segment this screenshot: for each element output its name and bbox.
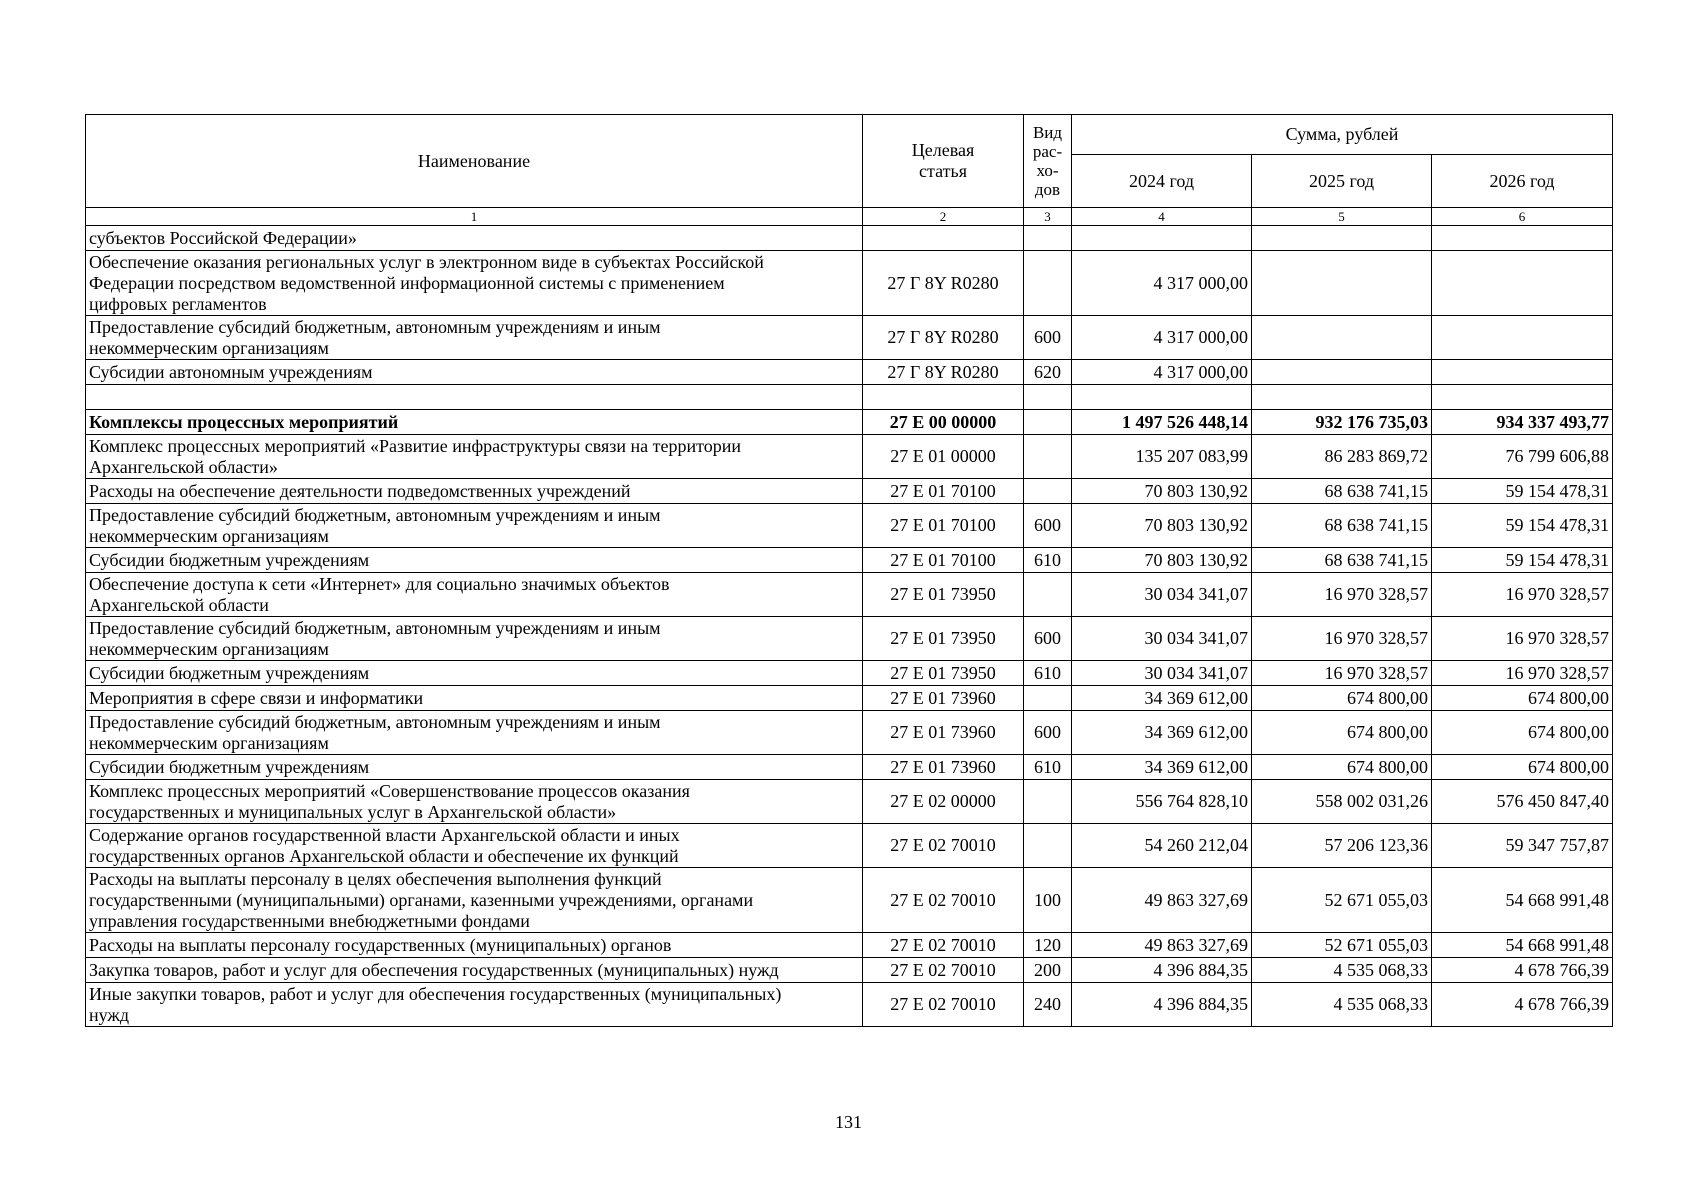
table-row [86,780,1613,824]
amount-2024: 556 764 828,10 [1072,780,1252,824]
amount-2026: 16 970 328,57 [1432,661,1613,686]
amount-2025: 52 671 055,03 [1252,933,1432,958]
row-name-line: некоммерческим организациям [89,525,329,546]
expense-type-code [1024,385,1072,410]
table-row [86,316,1613,360]
amount-2026: 674 800,00 [1432,711,1613,755]
target-article-code: 27 Е 02 00000 [863,780,1024,824]
column-number: 4 [1072,208,1252,226]
row-name [86,711,863,755]
target-article-code: 27 Е 01 73960 [863,755,1024,780]
expense-type-code: 240 [1024,983,1072,1027]
header-vid-line: хо- [1036,161,1059,180]
row-name [86,435,863,479]
table-row [86,479,1613,504]
amount-2024 [1072,226,1252,251]
row-name-line: Расходы на выплаты персоналу государственных (муниципальных) органов [89,934,672,955]
header-year-2024: 2024 год [1072,155,1252,208]
row-name-line: Федерации посредством ведомственной информационной системы с применением [89,272,725,293]
expense-type-code: 610 [1024,755,1072,780]
header-target-article [863,115,1024,208]
row-name [86,983,863,1027]
expense-type-code [1024,251,1072,316]
row-name [86,251,863,316]
row-name-line: субъектов Российской Федерации» [89,227,357,248]
row-name-line: Расходы на выплаты персоналу в целях обеспечения выполнения функций [89,868,662,889]
amount-2026 [1432,360,1613,385]
table-row [86,251,1613,316]
header-expense-type [1024,115,1072,208]
amount-2024: 135 207 083,99 [1072,435,1252,479]
target-article-code: 27 Е 01 73950 [863,573,1024,617]
amount-2024: 4 317 000,00 [1072,251,1252,316]
table-row [86,711,1613,755]
page-number: 131 [835,1112,862,1132]
expense-type-code: 600 [1024,711,1072,755]
row-name-line: Мероприятия в сфере связи и информатики [89,687,424,708]
target-article-code: 27 Е 01 70100 [863,548,1024,573]
target-article-code: 27 Е 02 70010 [863,983,1024,1027]
amount-2025: 68 638 741,15 [1252,548,1432,573]
expense-type-code [1024,410,1072,435]
target-article-code: 27 Е 02 70010 [863,824,1024,868]
amount-2026: 54 668 991,48 [1432,933,1613,958]
header-target-line2: статья [919,161,967,181]
amount-2026: 674 800,00 [1432,755,1613,780]
row-name-line: цифровых регламентов [89,293,267,314]
row-name-line: Субсидии автономным учреждениям [89,361,373,382]
amount-2025: 4 535 068,33 [1252,983,1432,1027]
row-name [86,661,863,686]
table-row [86,824,1613,868]
expense-type-code: 620 [1024,360,1072,385]
amount-2026: 16 970 328,57 [1432,617,1613,661]
amount-2026: 4 678 766,39 [1432,958,1613,983]
row-name-line: Расходы на обеспечение деятельности подведомственных учреждений [89,480,631,501]
column-number: 6 [1432,208,1613,226]
amount-2024: 49 863 327,69 [1072,933,1252,958]
row-name [86,479,863,504]
expense-type-code [1024,226,1072,251]
amount-2024: 49 863 327,69 [1072,868,1252,933]
amount-2025: 674 800,00 [1252,686,1432,711]
header-year-2025: 2025 год [1252,155,1432,208]
table-row [86,958,1613,983]
amount-2026: 674 800,00 [1432,686,1613,711]
amount-2025: 16 970 328,57 [1252,617,1432,661]
row-name [86,385,863,410]
amount-2024: 34 369 612,00 [1072,755,1252,780]
table-row [86,933,1613,958]
row-name-line: государственных органов Архангельской области и обеспечение их функций [89,845,679,866]
amount-2026: 16 970 328,57 [1432,573,1613,617]
target-article-code: 27 Е 02 70010 [863,933,1024,958]
amount-2024: 70 803 130,92 [1072,479,1252,504]
amount-2024: 4 317 000,00 [1072,316,1252,360]
amount-2025: 16 970 328,57 [1252,661,1432,686]
expense-type-code [1024,573,1072,617]
row-name [86,755,863,780]
row-name-line: Комплекс процессных мероприятий «Развитие инфраструктуры связи на территории [89,435,742,456]
row-name-line: Комплексы процессных мероприятий [89,411,399,432]
row-name-line: Иные закупки товаров, работ и услуг для обеспечения государственных (муниципальных) [89,983,782,1004]
target-article-code: 27 Е 01 73950 [863,617,1024,661]
amount-2025: 674 800,00 [1252,755,1432,780]
header-vid-line: рас- [1032,142,1063,161]
table-row [86,410,1613,435]
row-name-line: Комплекс процессных мероприятий «Совершенствование процессов оказания [89,780,690,801]
row-name-line: Архангельской области [89,594,269,615]
row-name [86,504,863,548]
table-row [86,385,1613,410]
row-name-line: Предоставление субсидий бюджетным, автономным учреждениям и иным [89,617,661,638]
target-article-code: 27 Е 01 70100 [863,479,1024,504]
budget-table [85,114,1613,1027]
header-name: Наименование [86,115,863,208]
row-name-line: Обеспечение оказания региональных услуг в электронном виде в субъектах Российской [89,251,764,272]
row-name-line: Субсидии бюджетным учреждениям [89,756,370,777]
amount-2024: 30 034 341,07 [1072,573,1252,617]
row-name [86,958,863,983]
target-article-code: 27 Е 02 70010 [863,868,1024,933]
row-name [86,316,863,360]
table-row [86,360,1613,385]
expense-type-code [1024,479,1072,504]
table-row [86,686,1613,711]
expense-type-code [1024,780,1072,824]
target-article-code: 27 Е 01 73950 [863,661,1024,686]
row-name-line: Содержание органов государственной власти Архангельской области и иных [89,824,680,845]
header-sum: Сумма, рублей [1072,115,1613,155]
row-name-line: Предоставление субсидий бюджетным, автономным учреждениям и иным [89,711,661,732]
row-name [86,933,863,958]
row-name [86,868,863,933]
amount-2026: 59 154 478,31 [1432,479,1613,504]
amount-2026 [1432,226,1613,251]
row-name [86,226,863,251]
amount-2025: 4 535 068,33 [1252,958,1432,983]
table-row [86,504,1613,548]
row-name-line: некоммерческим организациям [89,337,329,358]
amount-2026: 4 678 766,39 [1432,983,1613,1027]
amount-2026 [1432,385,1613,410]
row-name-line: Предоставление субсидий бюджетным, автономным учреждениям и иным [89,316,661,337]
amount-2026: 59 154 478,31 [1432,548,1613,573]
row-name [86,548,863,573]
amount-2025: 52 671 055,03 [1252,868,1432,933]
amount-2025: 932 176 735,03 [1252,410,1432,435]
row-name [86,410,863,435]
amount-2026: 934 337 493,77 [1432,410,1613,435]
header-target-line1: Целевая [911,140,975,160]
expense-type-code: 610 [1024,548,1072,573]
expense-type-code: 100 [1024,868,1072,933]
target-article-code: 27 Е 02 70010 [863,958,1024,983]
row-name-line: некоммерческим организациям [89,732,329,753]
row-name-line: Субсидии бюджетным учреждениям [89,662,370,683]
expense-type-code: 600 [1024,617,1072,661]
row-name-line: государственных и муниципальных услуг в Архангельской области» [89,801,617,822]
amount-2025 [1252,360,1432,385]
row-name [86,824,863,868]
amount-2025: 86 283 869,72 [1252,435,1432,479]
header-vid-line: Вид [1032,123,1063,142]
amount-2024: 34 369 612,00 [1072,686,1252,711]
row-name-line: Субсидии бюджетным учреждениям [89,549,370,570]
row-name [86,780,863,824]
amount-2025: 16 970 328,57 [1252,573,1432,617]
table-row [86,661,1613,686]
target-article-code: 27 Е 00 00000 [863,410,1024,435]
row-name [86,617,863,661]
amount-2025 [1252,316,1432,360]
amount-2026: 59 347 757,87 [1432,824,1613,868]
amount-2024 [1072,385,1252,410]
row-name-line: Обеспечение доступа к сети «Интернет» для социально значимых объектов [89,573,670,594]
amount-2025: 674 800,00 [1252,711,1432,755]
amount-2025 [1252,251,1432,316]
column-numbers-row [86,208,1613,226]
amount-2025: 68 638 741,15 [1252,504,1432,548]
amount-2024: 30 034 341,07 [1072,617,1252,661]
amount-2026 [1432,316,1613,360]
amount-2026 [1432,251,1613,316]
amount-2024: 4 396 884,35 [1072,983,1252,1027]
expense-type-code: 200 [1024,958,1072,983]
target-article-code: 27 Е 01 00000 [863,435,1024,479]
amount-2026: 576 450 847,40 [1432,780,1613,824]
column-number: 5 [1252,208,1432,226]
expense-type-code: 600 [1024,316,1072,360]
amount-2024: 70 803 130,92 [1072,504,1252,548]
expense-type-code: 120 [1024,933,1072,958]
row-name-line: Предоставление субсидий бюджетным, автономным учреждениям и иным [89,504,661,525]
target-article-code: 27 Г 8Y R0280 [863,251,1024,316]
amount-2024: 4 317 000,00 [1072,360,1252,385]
amount-2026: 54 668 991,48 [1432,868,1613,933]
table-header [86,115,1613,226]
table-row [86,435,1613,479]
target-article-code [863,226,1024,251]
amount-2025: 57 206 123,36 [1252,824,1432,868]
row-name [86,360,863,385]
table-row [86,548,1613,573]
amount-2024: 4 396 884,35 [1072,958,1252,983]
amount-2025: 68 638 741,15 [1252,479,1432,504]
row-name-line: Архангельской области» [89,456,278,477]
row-name [86,686,863,711]
amount-2024: 1 497 526 448,14 [1072,410,1252,435]
row-name-line: Закупка товаров, работ и услуг для обеспечения государственных (муниципальных) нужд [89,959,779,980]
header-vid-line: дов [1034,180,1061,199]
table-row [86,868,1613,933]
amount-2024: 70 803 130,92 [1072,548,1252,573]
amount-2024: 30 034 341,07 [1072,661,1252,686]
table-row [86,226,1613,251]
column-number: 3 [1024,208,1072,226]
target-article-code: 27 Г 8Y R0280 [863,316,1024,360]
row-name-line: некоммерческим организациям [89,638,329,659]
target-article-code: 27 Г 8Y R0280 [863,360,1024,385]
target-article-code: 27 Е 01 70100 [863,504,1024,548]
amount-2025 [1252,226,1432,251]
expense-type-code [1024,824,1072,868]
table-row [86,573,1613,617]
row-name-line: нужд [89,1004,129,1025]
target-article-code: 27 Е 01 73960 [863,711,1024,755]
row-name [86,573,863,617]
amount-2026: 59 154 478,31 [1432,504,1613,548]
table-row [86,755,1613,780]
expense-type-code [1024,435,1072,479]
target-article-code: 27 Е 01 73960 [863,686,1024,711]
amount-2025: 558 002 031,26 [1252,780,1432,824]
column-number: 1 [86,208,863,226]
row-name-line: управления государственными внебюджетными фондами [89,910,530,931]
table-body [86,226,1613,1027]
target-article-code [863,385,1024,410]
amount-2024: 34 369 612,00 [1072,711,1252,755]
column-number: 2 [863,208,1024,226]
amount-2025 [1252,385,1432,410]
table-row [86,983,1613,1027]
expense-type-code [1024,686,1072,711]
table-row [86,617,1613,661]
expense-type-code: 600 [1024,504,1072,548]
amount-2024: 54 260 212,04 [1072,824,1252,868]
amount-2026: 76 799 606,88 [1432,435,1613,479]
row-name-line: государственными (муниципальными) органами, казенными учреждениями, органами [89,889,754,910]
header-year-2026: 2026 год [1432,155,1613,208]
expense-type-code: 610 [1024,661,1072,686]
